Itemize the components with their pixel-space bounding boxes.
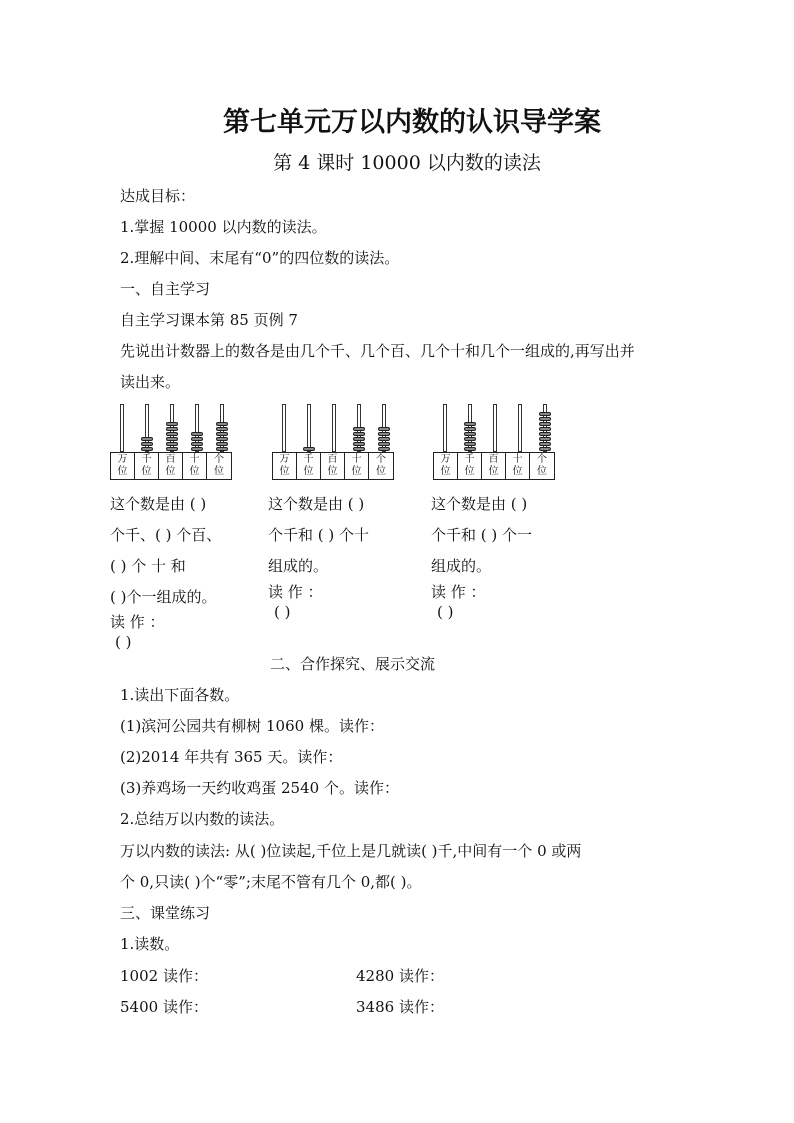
section2-line-1: (1)滨河公园共有柳树 1060 棵。读作： bbox=[120, 717, 384, 735]
abacus-rod bbox=[120, 404, 124, 452]
abacus-bead bbox=[539, 417, 551, 421]
abacus-place-label-top: 个 bbox=[376, 454, 386, 465]
abacus-2 bbox=[272, 402, 402, 480]
abacus-place-label bbox=[345, 453, 369, 479]
abacus-base bbox=[433, 452, 555, 480]
read-item-1: 1002 读作： bbox=[120, 967, 208, 985]
abacus-bead bbox=[166, 427, 178, 431]
abacus-place-label bbox=[111, 453, 135, 479]
abacus-bead bbox=[141, 442, 153, 446]
q3-line-2: 个千和 ( ) 个一 bbox=[431, 526, 533, 544]
q1-line-4: ( )个一组成的。 bbox=[110, 588, 217, 606]
abacus-place-label bbox=[273, 453, 297, 479]
abacus-bead bbox=[353, 447, 365, 451]
goals-heading: 达成目标： bbox=[120, 187, 196, 205]
abacus-bead bbox=[378, 442, 390, 446]
q1-read-blank: ( ) bbox=[115, 633, 132, 651]
abacus-1 bbox=[110, 402, 240, 480]
q1-read-label: 读 作 ： bbox=[110, 613, 165, 631]
abacus-bead bbox=[166, 432, 178, 436]
abacus-bead bbox=[539, 427, 551, 431]
abacus-place-label-bottom: 位 bbox=[303, 466, 314, 477]
abacus-bead bbox=[191, 432, 203, 436]
abacus-place-label bbox=[297, 453, 321, 479]
abacus-bead bbox=[539, 432, 551, 436]
abacus-bead bbox=[191, 447, 203, 451]
abacus-place-label bbox=[321, 453, 345, 479]
summary-line-b: 个 0,只读( )个“零”;末尾不管有几个 0,都( )。 bbox=[120, 873, 422, 891]
abacus-bead bbox=[166, 447, 178, 451]
abacus-bead bbox=[378, 437, 390, 441]
q2-line-3: 组成的。 bbox=[268, 557, 329, 575]
abacus-bead bbox=[216, 447, 228, 451]
abacus-place-label-top: 千 bbox=[464, 454, 475, 465]
q2-line-1: 这个数是由 ( ) bbox=[268, 495, 365, 513]
section1-line2b: 读出来。 bbox=[120, 373, 181, 391]
abacus-bead bbox=[166, 422, 178, 426]
abacus-bead bbox=[353, 442, 365, 446]
abacus-place-label-bottom: 位 bbox=[279, 466, 290, 477]
abacus-bead bbox=[216, 437, 228, 441]
abacus-place-label bbox=[207, 453, 231, 479]
abacus-place-label-top: 百 bbox=[165, 454, 176, 465]
abacus-place-label-bottom: 位 bbox=[512, 466, 523, 477]
q1-line-3: ( ) 个 十 和 bbox=[110, 557, 186, 575]
abacus-place-label-bottom: 位 bbox=[214, 466, 224, 477]
goal-item-1: 1.掌握 10000 以内数的读法。 bbox=[120, 218, 327, 236]
abacus-place-label-bottom: 位 bbox=[488, 466, 499, 477]
abacus-bead bbox=[539, 442, 551, 446]
abacus-rod bbox=[282, 404, 286, 452]
lesson-subtitle: 第 4 课时 10000 以内数的读法 bbox=[273, 152, 541, 174]
abacus-bead bbox=[191, 437, 203, 441]
q2-line-2: 个千和 ( ) 个十 bbox=[268, 526, 370, 544]
abacus-place-label-top: 百 bbox=[488, 454, 499, 465]
abacus-place-label bbox=[369, 453, 393, 479]
section3-item1: 1.读数。 bbox=[120, 935, 180, 953]
abacus-bead bbox=[539, 437, 551, 441]
abacus-place-label bbox=[183, 453, 207, 479]
abacus-place-label bbox=[135, 453, 159, 479]
abacus-place-label bbox=[506, 453, 530, 479]
abacus-base bbox=[272, 452, 394, 480]
q3-read-blank: ( ) bbox=[437, 603, 454, 621]
abacus-place-label-top: 百 bbox=[327, 454, 338, 465]
read-item-2: 4280 读作： bbox=[356, 967, 444, 985]
abacus-bead bbox=[378, 447, 390, 451]
q2-read-label: 读 作 ： bbox=[268, 583, 323, 601]
abacus-rod bbox=[443, 404, 447, 452]
abacus-bead bbox=[539, 447, 551, 451]
abacus-bead bbox=[378, 427, 390, 431]
abacus-bead bbox=[216, 432, 228, 436]
section2-item1: 1.读出下面各数。 bbox=[120, 686, 240, 704]
abacus-bead bbox=[378, 432, 390, 436]
abacus-place-label-top: 千 bbox=[303, 454, 314, 465]
abacus-place-label-bottom: 位 bbox=[141, 466, 152, 477]
abacus-place-label bbox=[458, 453, 482, 479]
section1-heading: 一、自主学习 bbox=[120, 280, 211, 298]
abacus-bead bbox=[464, 447, 476, 451]
abacus-bead bbox=[353, 437, 365, 441]
q3-line-3: 组成的。 bbox=[431, 557, 492, 575]
abacus-bead bbox=[191, 442, 203, 446]
abacus-rod bbox=[493, 404, 497, 452]
goal-item-2: 2.理解中间、末尾有“0”的四位数的读法。 bbox=[120, 249, 400, 267]
abacus-place-label-bottom: 位 bbox=[327, 466, 338, 477]
q1-line-1: 这个数是由 ( ) bbox=[110, 495, 207, 513]
section2-line-2: (2)2014 年共有 365 天。读作： bbox=[120, 748, 343, 766]
abacus-place-label-bottom: 位 bbox=[351, 466, 362, 477]
section2-item2: 2.总结万以内数的读法。 bbox=[120, 810, 285, 828]
abacus-place-label-top: 万 bbox=[117, 454, 128, 465]
abacus-3 bbox=[433, 402, 563, 480]
section3-heading: 三、课堂练习 bbox=[120, 904, 211, 922]
section1-line2a: 先说出计数器上的数各是由几个千、几个百、几个十和几个一组成的,再写出并 bbox=[120, 342, 635, 360]
abacus-place-label-bottom: 位 bbox=[165, 466, 176, 477]
abacus-bead bbox=[166, 442, 178, 446]
summary-line-a: 万以内数的读法: 从( )位读起,千位上是几就读( )千,中间有一个 0 或两 bbox=[120, 842, 582, 860]
abacus-place-label-bottom: 位 bbox=[376, 466, 386, 477]
abacus-place-label-top: 十 bbox=[189, 454, 200, 465]
abacus-place-label-top: 个 bbox=[537, 454, 547, 465]
abacus-bead bbox=[464, 442, 476, 446]
abacus-rod bbox=[332, 404, 336, 452]
abacus-base bbox=[110, 452, 232, 480]
abacus-bead bbox=[464, 437, 476, 441]
q3-line-1: 这个数是由 ( ) bbox=[431, 495, 528, 513]
page-title: 第七单元万以内数的认识导学案 bbox=[223, 107, 601, 138]
abacus-bead bbox=[141, 437, 153, 441]
abacus-place-label bbox=[482, 453, 506, 479]
abacus-place-label-bottom: 位 bbox=[537, 466, 547, 477]
abacus-place-label bbox=[159, 453, 183, 479]
abacus-bead bbox=[216, 427, 228, 431]
abacus-bead bbox=[464, 427, 476, 431]
abacus-bead bbox=[353, 432, 365, 436]
abacus-place-label-bottom: 位 bbox=[464, 466, 475, 477]
abacus-place-label-top: 万 bbox=[279, 454, 290, 465]
section1-line1: 自主学习课本第 85 页例 7 bbox=[120, 311, 298, 329]
abacus-bead bbox=[353, 427, 365, 431]
abacus-place-label-top: 十 bbox=[351, 454, 362, 465]
abacus-place-label-top: 十 bbox=[512, 454, 523, 465]
abacus-bead bbox=[464, 422, 476, 426]
abacus-place-label-bottom: 位 bbox=[117, 466, 128, 477]
abacus-bead bbox=[216, 442, 228, 446]
section2-heading: 二、合作探究、展示交流 bbox=[270, 655, 436, 673]
section2-line-3: (3)养鸡场一天约收鸡蛋 2540 个。读作： bbox=[120, 779, 399, 797]
q3-read-label: 读 作 ： bbox=[431, 583, 486, 601]
abacus-place-label bbox=[530, 453, 554, 479]
abacus-place-label bbox=[434, 453, 458, 479]
read-item-3: 5400 读作： bbox=[120, 998, 208, 1016]
q2-read-blank: ( ) bbox=[274, 603, 291, 621]
abacus-bead bbox=[141, 447, 153, 451]
abacus-bead bbox=[539, 412, 551, 416]
abacus-place-label-bottom: 位 bbox=[440, 466, 451, 477]
q1-line-2: 个千、( ) 个百、 bbox=[110, 526, 222, 544]
abacus-rod bbox=[307, 404, 311, 452]
abacus-place-label-top: 个 bbox=[214, 454, 224, 465]
abacus-bead bbox=[539, 422, 551, 426]
abacus-place-label-top: 万 bbox=[440, 454, 451, 465]
abacus-rod bbox=[518, 404, 522, 452]
abacus-bead bbox=[166, 437, 178, 441]
abacus-bead bbox=[216, 422, 228, 426]
abacus-bead bbox=[464, 432, 476, 436]
abacus-place-label-bottom: 位 bbox=[189, 466, 200, 477]
read-item-4: 3486 读作： bbox=[356, 998, 444, 1016]
abacus-place-label-top: 千 bbox=[141, 454, 152, 465]
abacus-bead bbox=[303, 447, 315, 451]
